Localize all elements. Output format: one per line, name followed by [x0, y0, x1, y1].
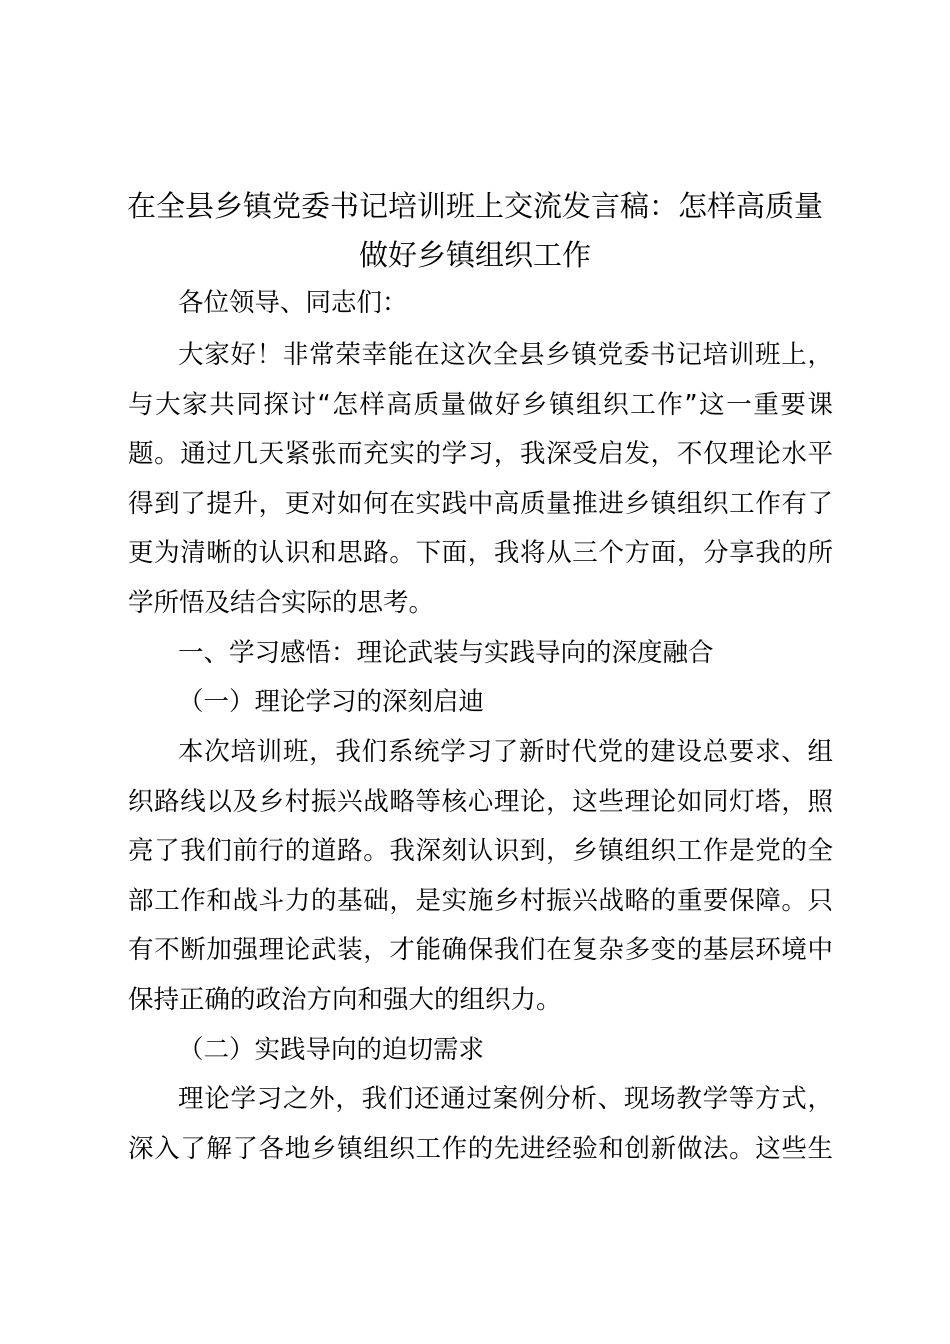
subsection-2-line: 深入了解了各地乡镇组织工作的先进经验和创新做法。这些生 — [128, 1134, 833, 1164]
subsection-1-line: 亮了我们前行的道路。我深刻认识到，乡镇组织工作是党的全 — [128, 836, 833, 866]
subsection-2-line: 理论学习之外，我们还通过案例分析、现场教学等方式， — [178, 1084, 833, 1114]
subsection-1-line: 保持正确的政治方向和强大的组织力。 — [128, 985, 562, 1015]
subsection-1-line: 本次培训班，我们系统学习了新时代党的建设总要求、组 — [178, 737, 833, 767]
subsection-2-heading: （二）实践导向的迫切需求 — [178, 1035, 485, 1065]
subsection-1-line: 有不断加强理论武装，才能确保我们在复杂多变的基层环境中 — [128, 935, 833, 965]
intro-line: 学所悟及结合实际的思考。 — [128, 588, 435, 618]
subsection-1-line: 织路线以及乡村振兴战略等核心理论，这些理论如同灯塔，照 — [128, 787, 833, 817]
subsection-1-heading: （一）理论学习的深刻启迪 — [178, 687, 485, 717]
subsection-1-line: 部工作和战斗力的基础，是实施乡村振兴战略的重要保障。只 — [128, 886, 833, 916]
greeting: 各位领导、同志们： — [178, 288, 408, 318]
section-1-heading: 一、学习感悟：理论武装与实践导向的深度融合 — [178, 638, 714, 668]
intro-line: 得到了提升，更对如何在实践中高质量推进乡镇组织工作有了 — [128, 489, 833, 519]
intro-line: 与大家共同探讨“怎样高质量做好乡镇组织工作”这一重要课 — [128, 390, 833, 420]
intro-line: 大家好！非常荣幸能在这次全县乡镇党委书记培训班上， — [178, 340, 833, 370]
document-title-line-2: 做好乡镇组织工作 — [358, 238, 591, 272]
intro-line: 题。通过几天紧张而充实的学习，我深受启发，不仅理论水平 — [128, 439, 833, 469]
intro-line: 更为清晰的认识和思路。下面，我将从三个方面，分享我的所 — [128, 538, 833, 568]
document-title-line-1: 在全县乡镇党委书记培训班上交流发言稿：怎样高质量 — [126, 189, 823, 223]
